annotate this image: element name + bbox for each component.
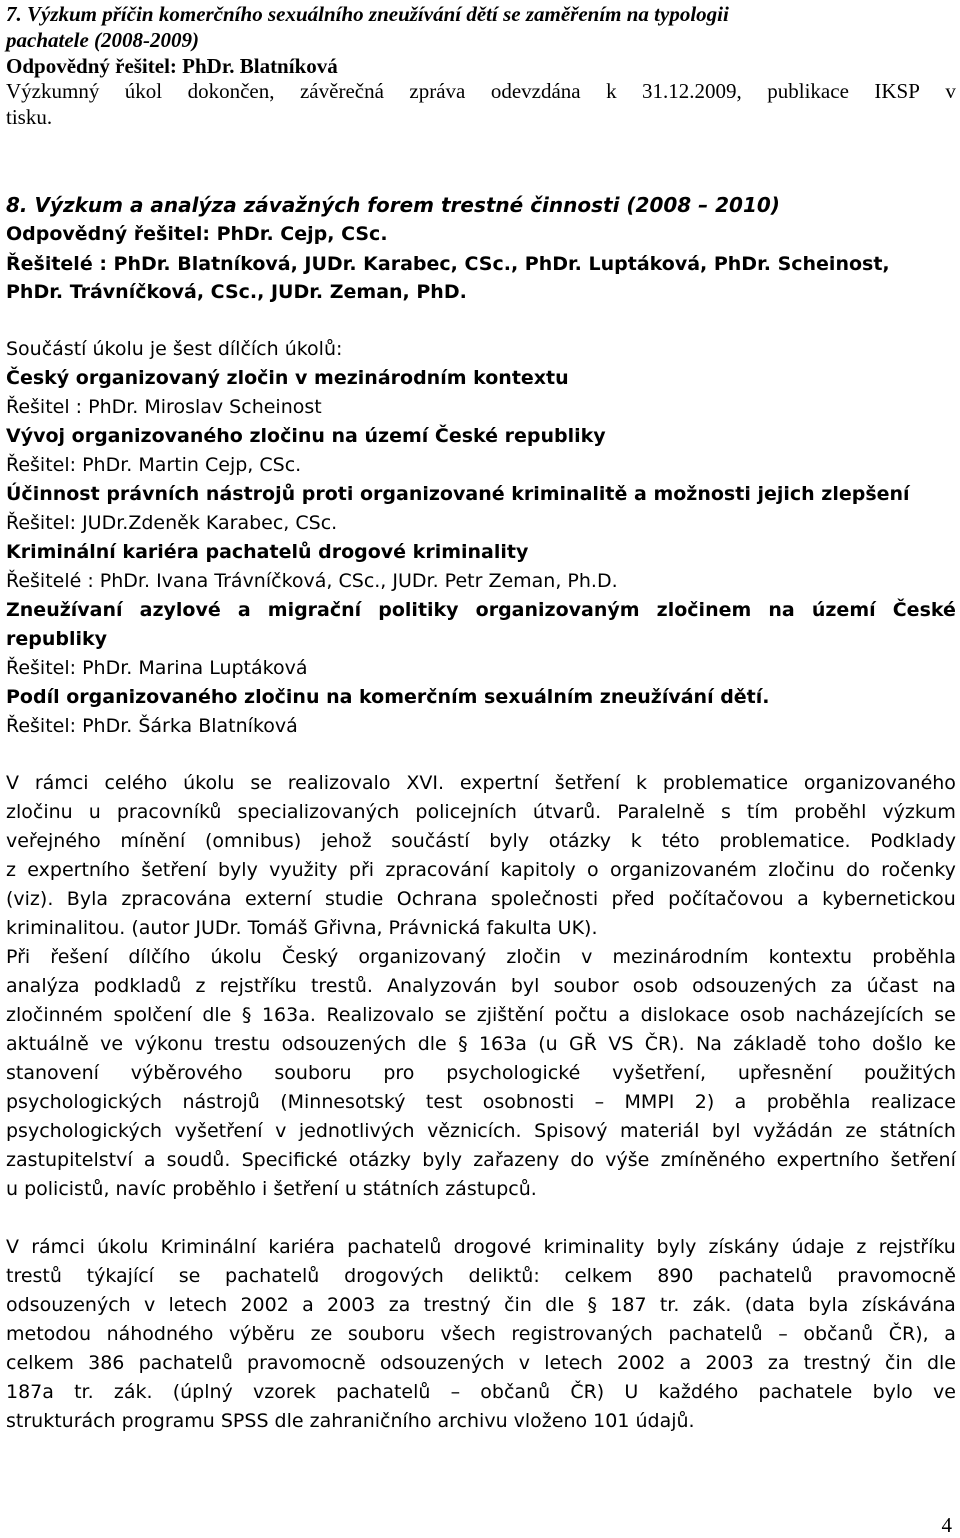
section-7-title-line-2: pachatele (2008-2009) <box>6 28 200 52</box>
subtask-4-researcher: Řešitelé : PhDr. Ivana Trávníčková, CSc., JUDr. Petr Zeman, Ph.D. <box>6 570 618 592</box>
subtask-6-title: Podíl organizovaného zločinu na komerčním sexuálním zneužívání dětí. <box>6 686 770 708</box>
paragraph-1-line: aktuálně ve výkonu trestu odsouzených dle § 163a (u GŘ VS ČR). Na základě toho došlo ke <box>6 1033 956 1055</box>
subtask-1-researcher: Řešitel : PhDr. Miroslav Scheinost <box>6 396 322 418</box>
paragraph-1-line: z expertního šetření byly využity při zpracování kapitoly o organizovaném zločinu do ročenky <box>6 859 956 881</box>
subtask-1-title: Český organizovaný zločin v mezinárodním kontextu <box>6 367 569 389</box>
paragraph-1-line: u policistů, navíc proběhlo i šetření u státních zástupců. <box>6 1178 537 1200</box>
paragraph-1-line: stanovení výběrového souboru pro psychologické vyšetření, upřesnění použitých <box>6 1062 956 1084</box>
page-number: 4 <box>941 1513 952 1537</box>
section-8-team-line-1: Řešitelé : PhDr. Blatníková, JUDr. Karabec, CSc., PhDr. Luptáková, PhDr. Scheinost, <box>6 253 890 275</box>
paragraph-1-line: analýza podkladů z rejstříku trestů. Analyzován byl soubor osob odsouzených za účast na <box>6 975 956 997</box>
paragraph-2-line: odsouzených v letech 2002 a 2003 za trestný čin dle § 187 tr. zák. (data byla získávána <box>6 1294 956 1316</box>
paragraph-2-line: metodou náhodného výběru ze souboru všech registrovaných pachatelů – občanů ČR), a <box>6 1323 956 1345</box>
section-7-responsible: Odpovědný řešitel: PhDr. Blatníková <box>6 54 338 78</box>
section-7-status-line-2: tisku. <box>6 105 53 129</box>
paragraph-1-line: kriminalitou. (autor JUDr. Tomáš Gřivna, Právnická fakulta UK). <box>6 917 598 939</box>
section-7-status-line-1: Výzkumný úkol dokončen, závěrečná zpráva odevzdána k 31.12.2009, publikace IKSP v <box>6 79 956 103</box>
paragraph-1-line: V rámci celého úkolu se realizovalo XVI. expertní šetření k problematice organizovaného <box>6 772 956 794</box>
subtask-5-title-line-1: Zneužívaní azylové a migrační politiky organizovaným zločinem na území České <box>6 599 956 621</box>
subtask-5-researcher: Řešitel: PhDr. Marina Luptáková <box>6 657 308 679</box>
section-7-title-line-1: 7. Výzkum příčin komerčního sexuálního zneužívání dětí se zaměřením na typologii <box>6 2 729 26</box>
section-8-title: 8. Výzkum a analýza závažných forem trestné činnosti (2008 – 2010) <box>6 193 780 217</box>
paragraph-1-line: (viz). Byla zpracována externí studie Ochrana společnosti před počítačovou a kybernetickou <box>6 888 956 910</box>
paragraph-1-line: zastupitelství a soudů. Specifické otázky byly zařazeny do výše zmíněného expertního šetření <box>6 1149 956 1171</box>
subtasks-intro: Součástí úkolu je šest dílčích úkolů: <box>6 338 343 360</box>
subtask-3-researcher: Řešitel: JUDr.Zdeněk Karabec, CSc. <box>6 512 338 534</box>
subtask-4-title: Kriminální kariéra pachatelů drogové kriminality <box>6 541 529 563</box>
paragraph-2-line: 187a tr. zák. (úplný vzorek pachatelů – občanů ČR) U každého pachatele bylo ve <box>6 1381 956 1403</box>
subtask-5-title-line-2: republiky <box>6 628 108 650</box>
paragraph-2-line: trestů týkající se pachatelů drogových deliktů: celkem 890 pachatelů pravomocně <box>6 1265 956 1287</box>
subtask-2-researcher: Řešitel: PhDr. Martin Cejp, CSc. <box>6 454 302 476</box>
paragraph-1-line: Při řešení dílčího úkolu Český organizovaný zločin v mezinárodním kontextu proběhla <box>6 946 956 968</box>
paragraph-1-line: psychologických nástrojů (Minnesotský test osobnosti – MMPI 2) a proběhla realizace <box>6 1091 956 1113</box>
paragraph-2-line: strukturách programu SPSS dle zahraničního archivu vloženo 101 údajů. <box>6 1410 695 1432</box>
subtask-6-researcher: Řešitel: PhDr. Šárka Blatníková <box>6 715 298 737</box>
subtask-3-title: Účinnost právních nástrojů proti organizované kriminalitě a možnosti jejich zlepšení <box>6 483 910 505</box>
section-8-responsible: Odpovědný řešitel: PhDr. Cejp, CSc. <box>6 223 388 245</box>
paragraph-2-line: celkem 386 pachatelů pravomocně odsouzených v letech 2002 a 2003 za trestný čin dle <box>6 1352 956 1374</box>
section-8-team-line-2: PhDr. Trávníčková, CSc., JUDr. Zeman, PhD. <box>6 281 467 303</box>
subtask-2-title: Vývoj organizovaného zločinu na území České republiky <box>6 425 606 447</box>
paragraph-1-line: zločinu u pracovníků specializovaných policejních útvarů. Paralelně s tím proběhl výzkum <box>6 801 956 823</box>
paragraph-1-line: psychologických vyšetření v jednotlivých věznicích. Spisový materiál byl vyžádán ze státních <box>6 1120 956 1142</box>
paragraph-1-line: zločinném spolčení dle § 163a. Realizovalo se zjištění počtu a dislokace osob nacházejících se <box>6 1004 956 1026</box>
paragraph-1-line: veřejného mínění (omnibus) jehož součástí byly otázky k této problematice. Podklady <box>6 830 956 852</box>
paragraph-2-line: V rámci úkolu Kriminální kariéra pachatelů drogové kriminality byly získány údaje z rejstříku <box>6 1236 956 1258</box>
